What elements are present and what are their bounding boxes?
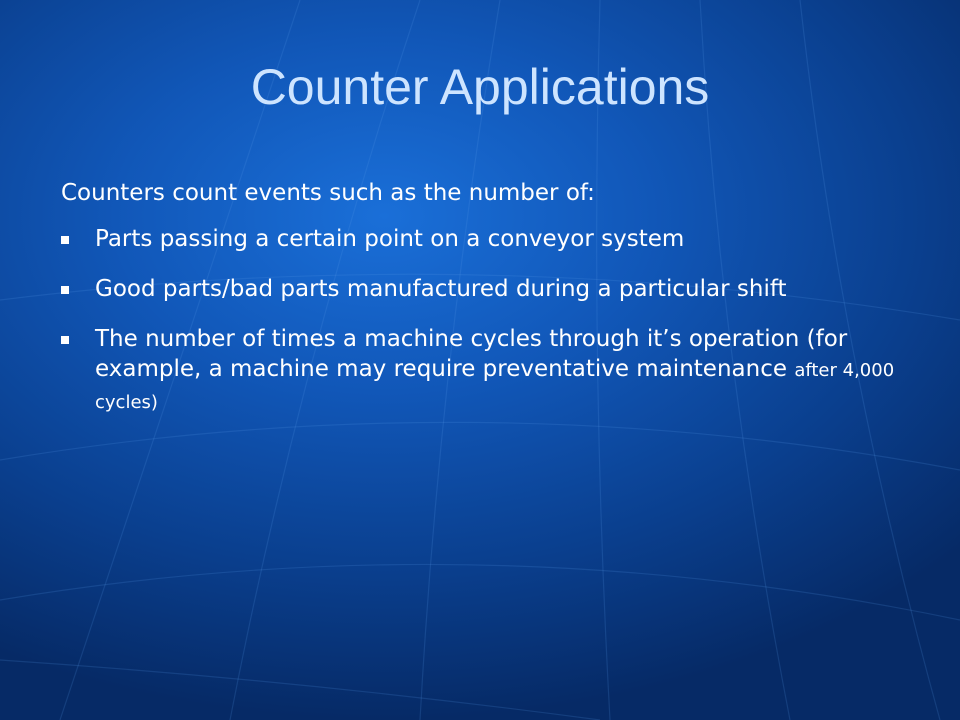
square-bullet-icon [61, 286, 69, 294]
bullet-item [61, 324, 911, 418]
bullet-text-small: after 4,000 cycles) [95, 360, 895, 413]
square-bullet-icon [61, 336, 69, 344]
slide-title: Counter Applications [250, 59, 710, 115]
bullet-item [61, 274, 911, 304]
square-bullet-icon [61, 236, 69, 244]
bullet-text: Parts passing a certain point on a conveyor system [95, 226, 685, 252]
bullet-list [61, 224, 911, 438]
intro-text: Counters count events such as the number of: [61, 180, 595, 206]
bullet-text: Good parts/bad parts manufactured during a particular shift [95, 276, 787, 302]
bullet-item [61, 224, 911, 254]
bullet-text: The number of times a machine cycles through it’s operation (for example, a machine may require preventative maintenance [95, 326, 848, 382]
